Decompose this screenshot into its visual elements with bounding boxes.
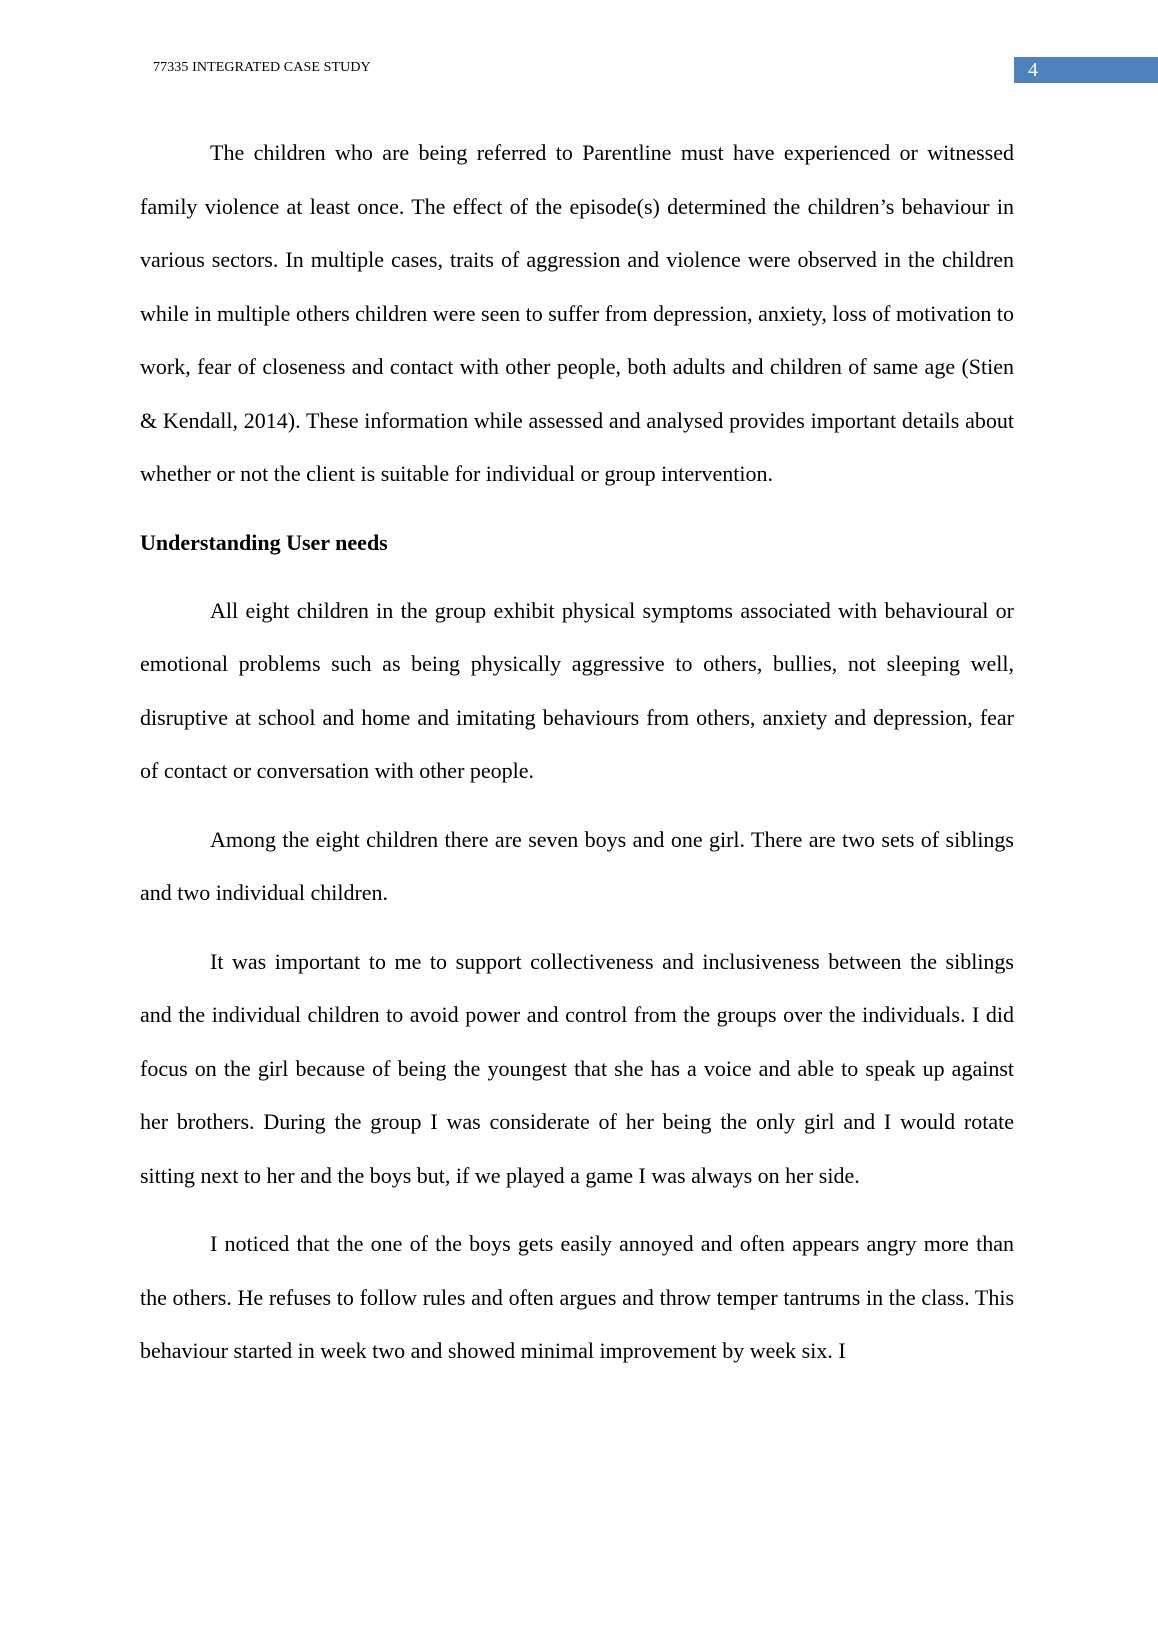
section-heading: Understanding User needs <box>140 529 388 555</box>
paragraph: It was important to me to support collectiveness and inclusiveness between the siblings and the individual children to avoid power and control from the groups over the individuals. I did focus on the girl because of being the youngest that she has a voice and able to speak up against her brothers. During the group I was considerate of her being the only girl and I would rotate sitting next to her and the boys but, if we played a game I was always on her side. <box>140 948 1014 1188</box>
paragraph: The children who are being referred to Parentline must have experienced or witnessed family violence at least once. The effect of the episode(s) determined the children’s behaviour in various sectors. In multiple cases, traits of aggression and violence were observed in the children while in multiple others children were seen to suffer from depression, anxiety, loss of motivation to work, fear of closeness and contact with other people, both adults and children of same age (Stien & Kendall, 2014). These information while assessed and analysed provides important details about whether or not the client is suitable for individual or group intervention. <box>140 140 1014 486</box>
running-header: 77335 INTEGRATED CASE STUDY <box>153 60 371 75</box>
page-number: 4 <box>1014 57 1158 83</box>
paragraph: Among the eight children there are seven boys and one girl. There are two sets of siblings and two individual children. <box>140 826 1014 905</box>
paragraph: I noticed that the one of the boys gets easily annoyed and often appears angry more than the others. He refuses to follow rules and often argues and throw temper tantrums in the class. This behaviour started in week two and showed minimal improvement by week six. I <box>140 1231 1014 1363</box>
document-body <box>140 126 1014 1378</box>
paragraph: All eight children in the group exhibit physical symptoms associated with behavioural or emotional problems such as being physically aggressive to others, bullies, not sleeping well, disruptive at school and home and imitating behaviours from others, anxiety and depression, fear of contact or conversation with other people. <box>140 597 1014 783</box>
